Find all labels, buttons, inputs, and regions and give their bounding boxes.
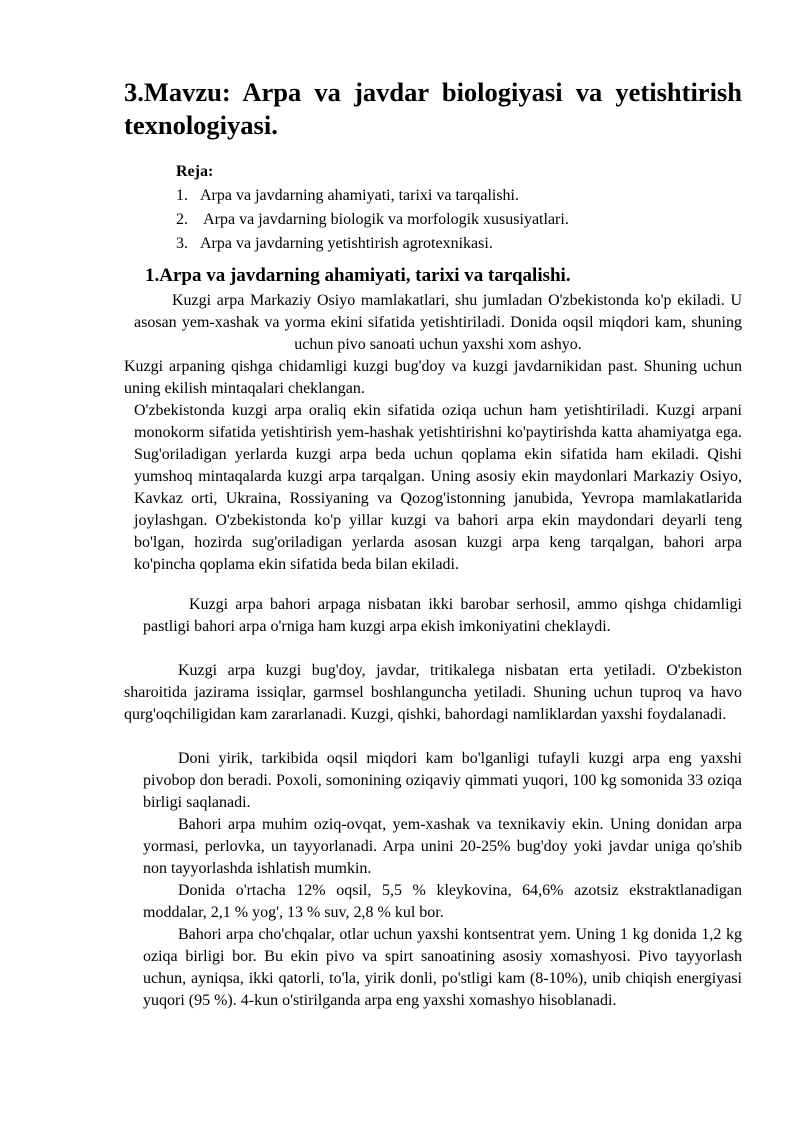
paragraph-3: O'zbekistonda kuzgi arpa oraliq ekin sifatida oziqa uchun ham yetishtiriladi. Kuzgi arpani monokorm sifatida yetishtirish yem-hashak yetishtirishni ko'paytirishda katta ahamiyatga ega. Sug'oriladigan yerlarda kuzgi arpa beda uchun qoplama ekin sifatida ham ekiladi. Qishi yumshoq mintaqalarda kuzgi arpa tarqalgan. Uning asosiy ekin maydonlari Markaziy Osiyo, Kavkaz orti, Ukraina, Rossiyaning va Qozog'istonning janubida, Yevropa mamlakatlarida joylashgan. O'zbekistonda ko'p yillar kuzgi va bahori arpa ekin maydondari deyarli teng bo'lgan, hozirda sug'oriladigan yerlarda asosan kuzgi arpa keng tarqalgan, bahori arpa ko'pincha qoplama ekin sifatida beda bilan ekiladi. <box>134 402 742 573</box>
plan-item-number: 2. <box>176 211 188 228</box>
plan-heading: Reja: <box>176 163 214 180</box>
plan-block <box>176 160 569 256</box>
plan-item <box>176 184 569 208</box>
paragraph-1: Kuzgi arpa Markaziy Osiyo mamlakatlari, shu jumladan O'zbekistonda ko'p ekiladi. U asosan yem-xashak va yorma ekini sifatida yetishtiriladi. Donida oqsil miqdori kam, shuning uchun pivo sanoati uchun yaxshi xom ashyo. <box>134 292 742 353</box>
plan-item <box>176 232 569 256</box>
paragraph-4: Kuzgi arpa bahori arpaga nisbatan ikki barobar serhosil, ammo qishga chidamligi pastligi bahori arpa o'rniga ham kuzgi arpa ekish imkoniyatini cheklaydi. <box>143 596 742 635</box>
paragraph-7: Bahori arpa muhim oziq-ovqat, yem-xashak va texnikaviy ekin. Uning donidan arpa yormasi, perlovka, un tayyorlanadi. Arpa unini 20-25% bug'doy yoki javdar uniga qo'shib non tayyorlashda ishlatish mumkin. <box>143 816 742 877</box>
plan-list <box>176 184 569 256</box>
paragraph-9: Bahori arpa cho'chqalar, otlar uchun yaxshi kontsentrat yem. Uning 1 kg donida 1,2 kg oziqa birligi bor. Bu ekin pivo va spirt sanoatining asosiy xomashyosi. Pivo tayyorlash uchun, ayniqsa, ikki qatorli, to'la, yirik donli, po'stligi kam (8-10%), unib chiqish energiyasi yuqori (95 %). 4-kun o'stirilganda arpa eng yaxshi xomashyo hisoblanadi. <box>143 926 742 1009</box>
paragraph-5: Kuzgi arpa kuzgi bug'doy, javdar, tritikalega nisbatan erta yetiladi. O'zbekiston sharoitida jazirama issiqlar, garmsel boshlanguncha yetiladi. Shuning uchun tuproq va havo qurg'oqchiligidan kam zararlanadi. Kuzgi, qishki, bahordagi namliklardan yaxshi foydalanadi. <box>124 662 742 723</box>
section-heading: 1.Arpa va javdarning ahamiyati, tarixi va tarqalishi. <box>145 265 571 286</box>
plan-item-text: Arpa va javdarning yetishtirish agrotexnikasi. <box>200 235 493 252</box>
plan-item <box>176 208 569 232</box>
paragraph-2: Kuzgi arpaning qishga chidamligi kuzgi bug'doy va kuzgi javdarnikidan past. Shuning uchun uning ekilish mintaqalari cheklangan. <box>124 358 742 397</box>
document-title: 3.Mavzu: Arpa va javdar biologiyasi va yetishtirish texnologiyasi. <box>124 77 742 140</box>
plan-item-text: Arpa va javdarning biologik va morfologik xususiyatlari. <box>200 211 569 228</box>
paragraph-6: Doni yirik, tarkibida oqsil miqdori kam bo'lganligi tufayli kuzgi arpa eng yaxshi pivobop don beradi. Poxoli, somonining oziqaviy qimmati yuqori, 100 kg somonida 33 oziqa birligi saqlanadi. <box>143 750 742 811</box>
plan-item-text: Arpa va javdarning ahamiyati, tarixi va tarqalishi. <box>200 187 519 204</box>
plan-item-number: 1. <box>176 187 188 204</box>
plan-item-number: 3. <box>176 235 188 252</box>
paragraph-8: Donida o'rtacha 12% oqsil, 5,5 % kleykovina, 64,6% azotsiz ekstraktlanadigan moddalar, 2,1 % yog', 13 % suv, 2,8 % kul bor. <box>143 882 742 921</box>
